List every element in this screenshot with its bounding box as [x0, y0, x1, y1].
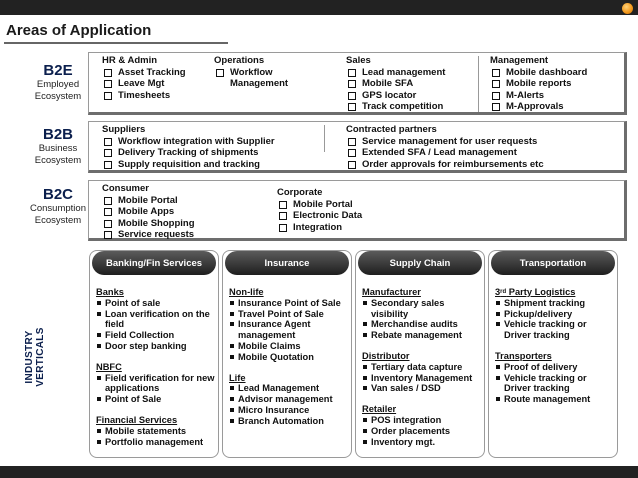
column-head: Contracted partners: [346, 124, 437, 135]
list-item: Pickup/delivery: [495, 309, 617, 320]
b2e-col-sales: [346, 55, 476, 113]
list-item: Mobile Shopping: [102, 218, 252, 230]
list-item: Rebate management: [362, 330, 484, 341]
list-item: Leave Mgt: [102, 78, 212, 90]
list-item: Supply requisition and tracking: [102, 159, 322, 171]
list-item: Vehicle tracking or: [495, 373, 617, 384]
vertical-body-banking: [96, 287, 218, 447]
b2b-col-suppliers: [102, 124, 322, 170]
list-item: Micro Insurance: [229, 405, 351, 416]
b2c-col-corporate: [277, 187, 427, 233]
list-item: Mobile statements: [96, 426, 218, 437]
list-item: M-Alerts: [490, 90, 622, 102]
group-head: Transporters: [495, 350, 552, 361]
top-bar: [0, 0, 638, 15]
bottom-bar: [0, 466, 638, 478]
list-item: Workflow integration with Supplier: [102, 136, 322, 148]
list-item-continued: visibility: [371, 308, 409, 319]
list-item: Mobile reports: [490, 78, 622, 90]
b2e-line2: Ecosystem: [34, 91, 82, 102]
list-item: POS integration: [362, 415, 484, 426]
vertical-title-transportation: Transportation: [491, 251, 615, 275]
list-item: Tertiary data capture: [362, 362, 484, 373]
b2c-code: B2C: [42, 186, 73, 203]
list-item: Lead management: [346, 67, 476, 79]
vertical-body-insurance: [229, 287, 351, 427]
group-head: Financial Services: [96, 414, 178, 425]
b2b-code: B2B: [42, 126, 73, 143]
list-item-continued: Integration: [277, 222, 427, 234]
list-item: Inventory mgt.: [362, 437, 484, 448]
list-item: Service requests: [102, 229, 252, 241]
group-head: Non-life: [229, 287, 264, 297]
list-item-continued: Driver tracking: [504, 330, 570, 341]
list-item: Advisor management: [229, 394, 351, 405]
list-item: Insurance Agent: [229, 319, 351, 330]
list-item: Point of sale: [96, 298, 218, 309]
list-item: Portfolio management: [96, 437, 218, 448]
list-item: Loan verification on the: [96, 309, 218, 320]
list-item: Vehicle tracking or: [495, 319, 617, 330]
b2c-line2: Ecosystem: [34, 215, 82, 226]
list-item: Asset Tracking: [102, 67, 212, 79]
list-item: Extended SFA / Lead management: [346, 147, 622, 159]
group-head-logistics: 3rd Party Logistics: [495, 287, 576, 297]
list-item: Order placements: [362, 426, 484, 437]
b2b-line1: Business: [38, 143, 78, 154]
list-item: Branch Automation: [229, 416, 351, 427]
b2e-col-ops: [214, 55, 324, 90]
vertical-body-supply-chain: [362, 287, 484, 447]
column-divider: [478, 56, 479, 112]
list-item: Mobile Portal: [102, 195, 252, 207]
group-head: Banks: [96, 287, 124, 297]
list-item: Point of Sale: [96, 394, 218, 405]
list-item: Travel Point of Sale: [229, 309, 351, 320]
list-item: M-Approvals: [490, 101, 622, 113]
column-head: Corporate: [277, 187, 323, 198]
title-underline: [4, 42, 228, 44]
b2b-label: [22, 126, 94, 167]
column-head: Sales: [346, 55, 371, 66]
page-title: Areas of Application: [6, 22, 152, 39]
column-head: Consumer: [102, 183, 149, 194]
list-item: Workflow Management: [214, 67, 304, 90]
list-item: Inventory Management: [362, 373, 484, 384]
list-item: Mobile SFA: [346, 78, 476, 90]
column-head: Operations: [214, 55, 265, 66]
group-head: Manufacturer: [362, 287, 421, 297]
list-item-continued: applications: [105, 383, 160, 394]
b2b-col-partners: [346, 124, 622, 170]
column-head: HR & Admin: [102, 55, 158, 66]
list-item: Field Collection: [96, 330, 218, 341]
list-item: Electronic Data: [277, 210, 427, 222]
list-item: Door step banking: [96, 341, 218, 352]
b2c-col-consumer: [102, 183, 252, 241]
list-item: Route management: [495, 394, 617, 405]
b2b-line2: Ecosystem: [34, 155, 82, 166]
column-head: Suppliers: [102, 124, 146, 135]
list-item: Shipment tracking: [495, 298, 617, 309]
list-item: Van sales / DSD: [362, 383, 484, 394]
list-item: Field verification for new: [96, 373, 218, 384]
list-item-continued: Driver tracking: [504, 383, 570, 394]
list-item: Mobile Claims: [229, 341, 351, 352]
b2e-label: [22, 62, 94, 103]
list-item: Mobile Apps: [102, 206, 252, 218]
column-head: Management: [490, 55, 549, 66]
vertical-title-insurance: Insurance: [225, 251, 349, 275]
list-item: Mobile dashboard: [490, 67, 622, 79]
b2c-label: [22, 186, 94, 227]
list-item: Service management for user requests: [346, 136, 622, 148]
b2e-code: B2E: [43, 62, 73, 79]
list-item: Mobile Quotation: [229, 352, 351, 363]
list-item: Secondary sales: [362, 298, 484, 309]
group-head: NBFC: [96, 361, 122, 372]
list-item: Proof of delivery: [495, 362, 617, 373]
list-item: Track competition: [346, 101, 476, 113]
list-item: Delivery Tracking of shipments: [102, 147, 322, 159]
list-item: Lead Management: [229, 383, 351, 394]
orange-orb-icon: [622, 3, 633, 14]
vertical-title-banking: Banking/Fin Services: [92, 251, 216, 275]
list-item: Mobile Portal: [277, 199, 427, 211]
b2e-line1: Employed: [36, 79, 80, 90]
list-item: Insurance Point of Sale: [229, 298, 351, 309]
list-item: Timesheets: [102, 90, 212, 102]
group-head: Retailer: [362, 404, 397, 415]
list-item: Order approvals for reimbursements etc: [346, 159, 622, 171]
group-head: Life: [229, 372, 246, 383]
b2c-line1: Consumption: [30, 203, 86, 214]
list-item: GPS locator: [346, 90, 476, 102]
group-head: Distributor: [362, 350, 410, 361]
b2e-col-hr: [102, 55, 212, 101]
vertical-title-supply-chain: Supply Chain: [358, 251, 482, 275]
list-item-continued: management: [238, 330, 296, 341]
list-item: Merchandise audits: [362, 319, 484, 330]
industry-verticals-label: [24, 300, 44, 410]
column-divider: [324, 125, 325, 152]
list-item-continued: field: [105, 319, 125, 330]
vertical-body-transportation: [495, 287, 617, 405]
b2e-col-mgmt: [490, 55, 622, 113]
industry-verticals-text: INDUSTRY VERTICALS: [24, 327, 46, 387]
